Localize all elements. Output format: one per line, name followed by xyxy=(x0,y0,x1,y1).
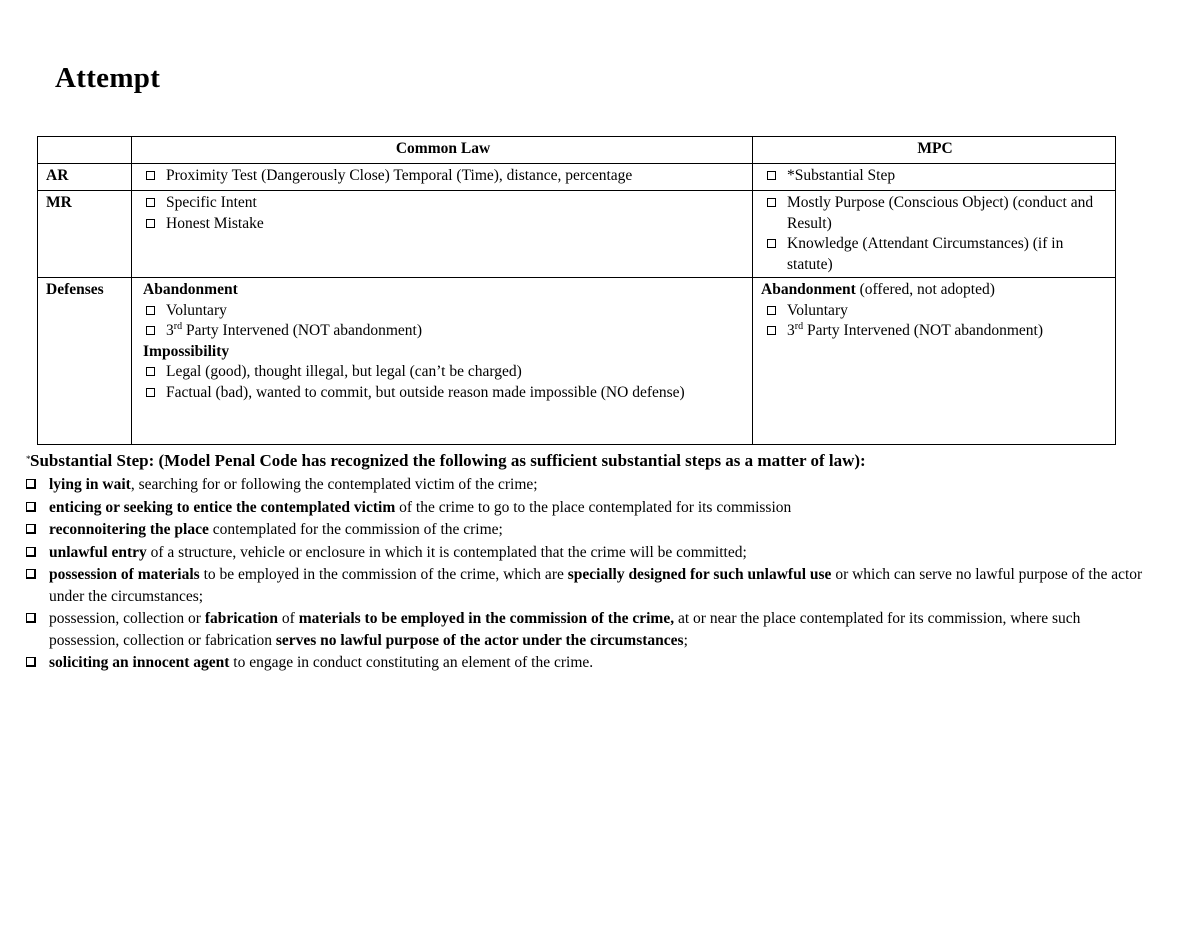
abandonment-heading: Abandonment xyxy=(143,281,238,298)
item-text: Proximity Test (Dangerously Close) Temporal (Time), distance, percentage xyxy=(166,167,633,184)
header-common-law: Common Law xyxy=(132,137,753,164)
checkbox-icon xyxy=(26,479,36,489)
table-header-row xyxy=(38,137,1116,164)
checkbox-icon xyxy=(146,326,155,335)
ar-mpc-cell xyxy=(753,164,1116,191)
ordinal-suffix: rd xyxy=(794,320,804,332)
checkbox-icon xyxy=(767,171,776,180)
item-text: of xyxy=(278,610,299,627)
table-row-defenses xyxy=(38,278,1116,445)
row-label-mr: MR xyxy=(38,191,132,278)
list-item xyxy=(24,608,1144,651)
header-mpc: MPC xyxy=(753,137,1116,164)
ordinal-suffix: rd xyxy=(173,320,183,332)
checkbox-icon xyxy=(767,306,776,315)
bold-text: lying in wait xyxy=(49,476,131,493)
checkbox-icon xyxy=(767,198,776,207)
mr-common-law-item xyxy=(140,214,746,235)
checkbox-icon xyxy=(26,524,36,534)
item-text: at or near the place contemplated for its commission, where such possession, collection or fabrication xyxy=(49,610,1081,649)
defenses-common-law-cell xyxy=(132,278,753,445)
defenses-mpc-cell xyxy=(753,278,1116,445)
checkbox-icon xyxy=(26,569,36,579)
ar-mpc-item xyxy=(761,166,1109,187)
item-text: 3 xyxy=(166,322,174,339)
checkbox-icon xyxy=(767,326,776,335)
abandonment-heading: Abandonment xyxy=(761,281,856,298)
item-text: Knowledge (Attendant Circumstances) (if in statute) xyxy=(787,235,1064,273)
list-item xyxy=(24,652,1144,674)
item-text: possession, collection or xyxy=(49,610,205,627)
item-text: *Substantial Step xyxy=(787,167,896,184)
ar-common-law-item xyxy=(140,166,746,187)
bold-text: possession of materials xyxy=(49,566,200,583)
table-row-mr xyxy=(38,191,1116,278)
ar-common-law-cell xyxy=(132,164,753,191)
row-label-ar: AR xyxy=(38,164,132,191)
checkbox-icon xyxy=(26,502,36,512)
heading-text: Substantial Step: (Model Penal Code has recognized the following as sufficient substantial steps as a matter of law): xyxy=(30,451,866,470)
item-text: contemplated for the commission of the crime; xyxy=(208,521,503,538)
item-text: of the crime to go to the place contemplated for its commission xyxy=(395,498,792,516)
header-empty xyxy=(38,137,132,164)
item-text: or which can serve no lawful purpose of the actor under the circumstances; xyxy=(49,566,1143,605)
substantial-step-list xyxy=(24,474,1144,675)
item-text: of a structure, vehicle or enclosure in which it is contemplated that the crime will be committed; xyxy=(146,543,747,561)
checkbox-icon xyxy=(146,306,155,315)
list-item xyxy=(24,564,1144,607)
checkbox-icon xyxy=(26,547,36,557)
checkbox-icon xyxy=(26,657,36,667)
mr-mpc-item xyxy=(761,234,1109,275)
substantial-step-heading xyxy=(26,450,1180,472)
item-text: Mostly Purpose (Conscious Object) (conduct and Result) xyxy=(787,194,1094,232)
mr-common-law-cell xyxy=(132,191,753,278)
bold-text: reconnoitering the place xyxy=(49,521,209,538)
checkbox-icon xyxy=(146,388,155,397)
abandonment-note: (offered, not adopted) xyxy=(855,281,995,298)
item-text: to engage in conduct constituting an element of the crime. xyxy=(229,654,594,671)
item-text: to be employed in the commission of the crime, which are xyxy=(199,566,568,583)
checkbox-icon xyxy=(767,239,776,248)
checkbox-icon xyxy=(146,219,155,228)
item-text: Voluntary xyxy=(166,301,227,319)
list-item xyxy=(24,474,1144,496)
row-label-defenses: Defenses xyxy=(38,278,132,445)
item-text: Legal (good), thought illegal, but legal (can’t be charged) xyxy=(166,363,522,380)
bold-text: materials to be employed in the commission of the crime, xyxy=(298,610,675,627)
mr-mpc-cell xyxy=(753,191,1116,278)
bold-text: specially designed for such unlawful use xyxy=(567,566,832,583)
defense-item xyxy=(761,321,1109,342)
bold-text: fabrication xyxy=(204,610,279,627)
checkbox-icon xyxy=(146,171,155,180)
checkbox-icon xyxy=(146,198,155,207)
checkbox-icon xyxy=(146,367,155,376)
defense-item xyxy=(140,301,746,322)
defense-item xyxy=(140,362,746,383)
checkbox-icon xyxy=(26,613,36,623)
bold-text: unlawful entry xyxy=(49,543,147,561)
mr-common-law-item xyxy=(140,193,746,214)
defense-item xyxy=(140,383,746,404)
item-text: , searching for or following the contemplated victim of the crime; xyxy=(130,476,538,493)
list-item xyxy=(24,519,1144,541)
bold-text: soliciting an innocent agent xyxy=(49,654,230,671)
bold-text: serves no lawful purpose of the actor under the circumstances xyxy=(275,631,684,649)
bold-text: enticing or seeking to entice the contemplated victim xyxy=(49,498,396,516)
list-item xyxy=(24,542,1144,564)
footnote-mark: * xyxy=(26,454,31,464)
mpc-abandonment-line xyxy=(761,280,1109,301)
item-text: Honest Mistake xyxy=(166,214,264,232)
item-text: Party Intervened (NOT abandonment) xyxy=(803,322,1043,339)
attempt-table xyxy=(37,136,1116,445)
item-text: 3 xyxy=(787,322,795,339)
impossibility-heading: Impossibility xyxy=(143,342,230,360)
defense-item xyxy=(140,321,746,342)
item-text: Factual (bad), wanted to commit, but outside reason made impossible (NO defense) xyxy=(166,383,685,401)
mr-mpc-item xyxy=(761,193,1109,234)
item-text: Voluntary xyxy=(787,301,848,319)
table-row-ar xyxy=(38,164,1116,191)
defense-item xyxy=(761,301,1109,322)
item-text: ; xyxy=(683,631,688,649)
item-text: Specific Intent xyxy=(166,194,257,211)
page-title: Attempt xyxy=(55,62,161,94)
item-text: Party Intervened (NOT abandonment) xyxy=(182,322,422,339)
list-item xyxy=(24,497,1144,519)
